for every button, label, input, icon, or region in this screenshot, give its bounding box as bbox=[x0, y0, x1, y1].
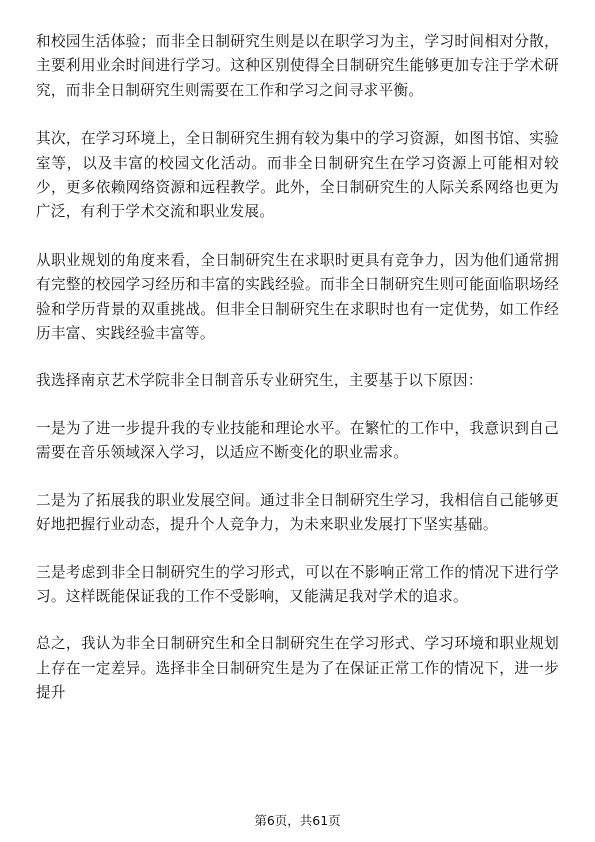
paragraph-1: 和校园生活体验；而非全日制研究生则是以在职学习为主，学习时间相对分散，主要利用业余时间进行学习。这种区别使得全日制研究生能够更加专注于学术研究，而非全日制研究生则需要在工作和学习之间寻求平衡。 bbox=[36, 33, 559, 99]
paragraph-4: 我选择南京艺术学院非全日制音乐专业研究生，主要基于以下原因： bbox=[36, 372, 483, 390]
paragraph-8: 总之，我认为非全日制研究生和全日制研究生在学习形式、学习环境和职业规划上存在一定差异。选择非全日制研究生是为了在保证正常工作的情况下，进一步提升 bbox=[36, 635, 559, 702]
paragraph-2: 其次，在学习环境上，全日制研究生拥有较为集中的学习资源，如图书馆、实验室等，以及丰富的校园文化活动。而非全日制研究生在学习资源上可能相对较少，更多依赖网络资源和远程教学。此外，全日制研究生的人际关系网络也更为广泛，有利于学术交流和职业发展。 bbox=[36, 130, 559, 221]
paragraph-5: 一是为了进一步提升我的专业技能和理论水平。在繁忙的工作中，我意识到自己需要在音乐领域深入学习，以适应不断变化的职业需求。 bbox=[36, 419, 559, 462]
page-number-footer: 第6页，共61页 bbox=[254, 813, 341, 828]
paragraph-7: 三是考虑到非全日制研究生的学习形式，可以在不影响正常工作的情况下进行学习。这样既能保证我的工作不受影响，又能满足我对学术的追求。 bbox=[36, 563, 559, 605]
paragraph-6: 二是为了拓展我的职业发展空间。通过非全日制研究生学习，我相信自己能够更好地把握行业动态，提升个人竞争力，为未来职业发展打下坚实基础。 bbox=[36, 491, 559, 534]
paragraph-3: 从职业规划的角度来看，全日制研究生在求职时更具有竞争力，因为他们通常拥有完整的校园学习经历和丰富的实践经验。而非全日制研究生则可能面临职场经验和学历背景的双重挑战。但非全日制研究生在求职时也有一定优势，如工作经历丰富、实践经验丰富等。 bbox=[36, 251, 559, 343]
